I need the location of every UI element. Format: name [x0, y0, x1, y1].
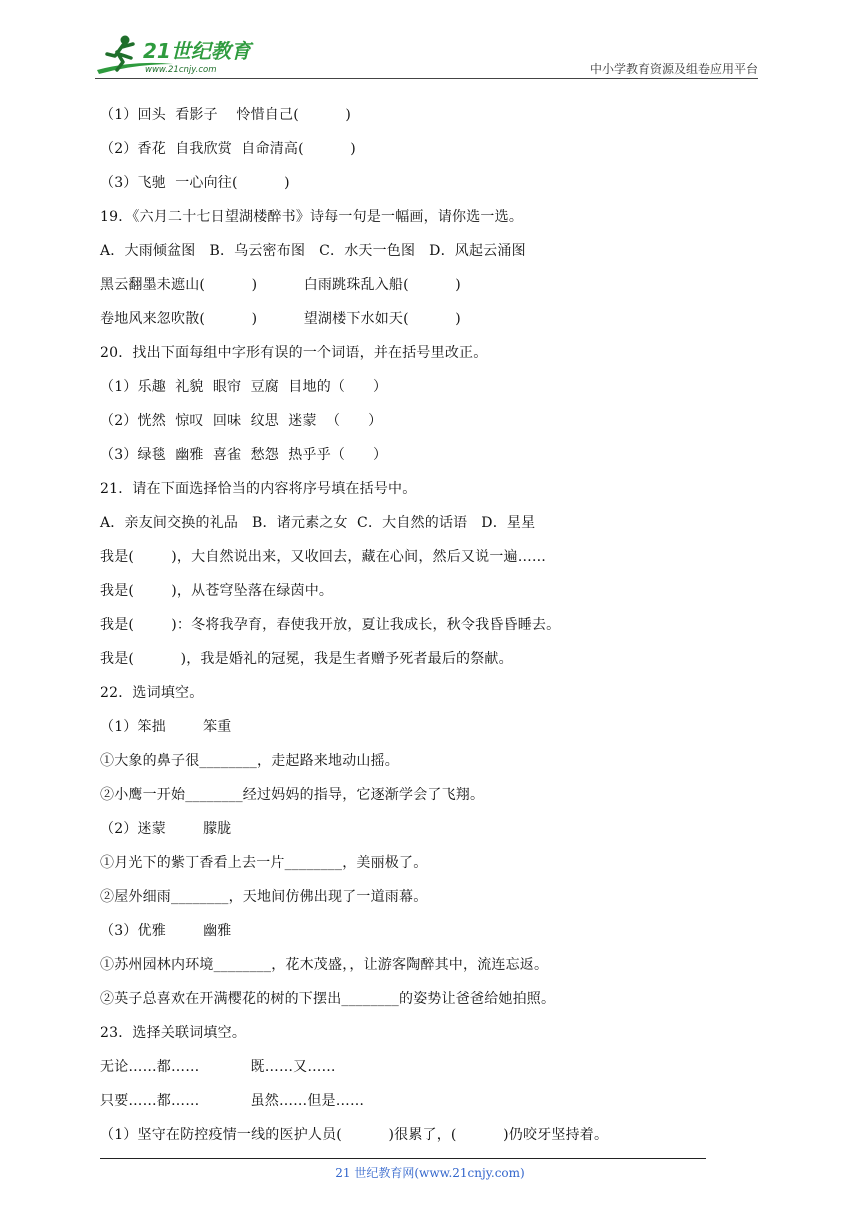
footer-divider: [100, 1158, 706, 1159]
site-logo[interactable]: [95, 30, 265, 80]
text-line: （2）恍然 惊叹 回味 纹思 迷蒙 （ ）: [100, 413, 383, 429]
text-line: （1）坚守在防控疫情一线的医护人员( )很累了，( )仍咬牙坚持着。: [100, 1127, 609, 1143]
footer-link[interactable]: 21 世纪教育网(www.21cnjy.com): [335, 1166, 525, 1180]
text-line: 我是( )：冬将我孕育，春使我开放，夏让我成长，秋令我昏昏睡去。: [100, 617, 561, 633]
text-line: 我是( )，我是婚礼的冠冕，我是生者赠予死者最后的祭献。: [100, 651, 513, 667]
logo-main-text: 21世纪教育: [143, 39, 251, 63]
text-line: 19．《六月二十七日望湖楼醉书》诗每一句是一幅画，请你选一选。: [100, 209, 524, 225]
exercise-content: [100, 101, 740, 1155]
text-line: 我是( )，从苍穹坠落在绿茵中。: [100, 583, 334, 599]
text-line: ②屋外细雨________，天地间仿佛出现了一道雨幕。: [100, 889, 428, 905]
text-line: 只要……都…… 虽然……但是……: [100, 1093, 365, 1109]
text-line: A．亲友间交换的礼品 B．诸元素之女 C．大自然的话语 D．星星: [100, 515, 536, 531]
text-line: 卷地风来忽吹散( ) 望湖楼下水如天( ): [100, 311, 461, 327]
text-line: 21．请在下面选择恰当的内容将序号填在括号中。: [100, 481, 417, 497]
text-line: 黑云翻墨未遮山( ) 白雨跳珠乱入船( ): [100, 277, 461, 293]
text-line: （1）笨拙 笨重: [100, 719, 232, 735]
text-line: （2）香花 自我欣赏 自命清高( ): [100, 141, 356, 157]
text-line: A．大雨倾盆图 B．乌云密布图 C．水天一色图 D．风起云涌图: [100, 243, 526, 259]
text-line: ②小鹰一开始________经过妈妈的指导，它逐渐学会了飞翔。: [100, 787, 485, 803]
text-line: ①苏州园林内环境________，花木茂盛，，让游客陶醉其中，流连忘返。: [100, 957, 549, 973]
text-line: ②英子总喜欢在开满樱花的树的下摆出________的姿势让爸爸给她拍照。: [100, 991, 556, 1007]
page-header: [95, 30, 758, 80]
text-line: （3）绿毯 幽雅 喜雀 愁怨 热乎乎（ ）: [100, 447, 388, 463]
text-line: ①大象的鼻子很________，走起路来地动山摇。: [100, 753, 399, 769]
text-line: 23．选择关联词填空。: [100, 1025, 247, 1041]
logo-url-text: www.21cnjy.com: [145, 65, 217, 75]
text-line: （1）乐趣 礼貌 眼帘 豆腐 目地的（ ）: [100, 379, 388, 395]
header-divider: [95, 78, 758, 79]
text-line: 无论……都…… 既……又……: [100, 1059, 336, 1075]
text-line: 22．选词填空。: [100, 685, 204, 701]
text-line: 20．找出下面每组中字形有误的一个词语，并在括号里改正。: [100, 345, 488, 361]
text-line: （3）优雅 幽雅: [100, 923, 232, 939]
text-line: （3）飞驰 一心向往( ): [100, 175, 290, 191]
text-line: 我是( )，大自然说出来，又收回去，藏在心间，然后又说一遍……: [100, 549, 547, 565]
text-line: ①月光下的紫丁香看上去一片________，美丽极了。: [100, 855, 428, 871]
text-line: （2）迷蒙 朦胧: [100, 821, 232, 837]
platform-name: 中小学教育资源及组卷应用平台: [589, 62, 758, 76]
text-line: （1）回头 看影子 怜惜自己( ): [100, 107, 352, 123]
runner-logo-icon: [95, 30, 265, 80]
